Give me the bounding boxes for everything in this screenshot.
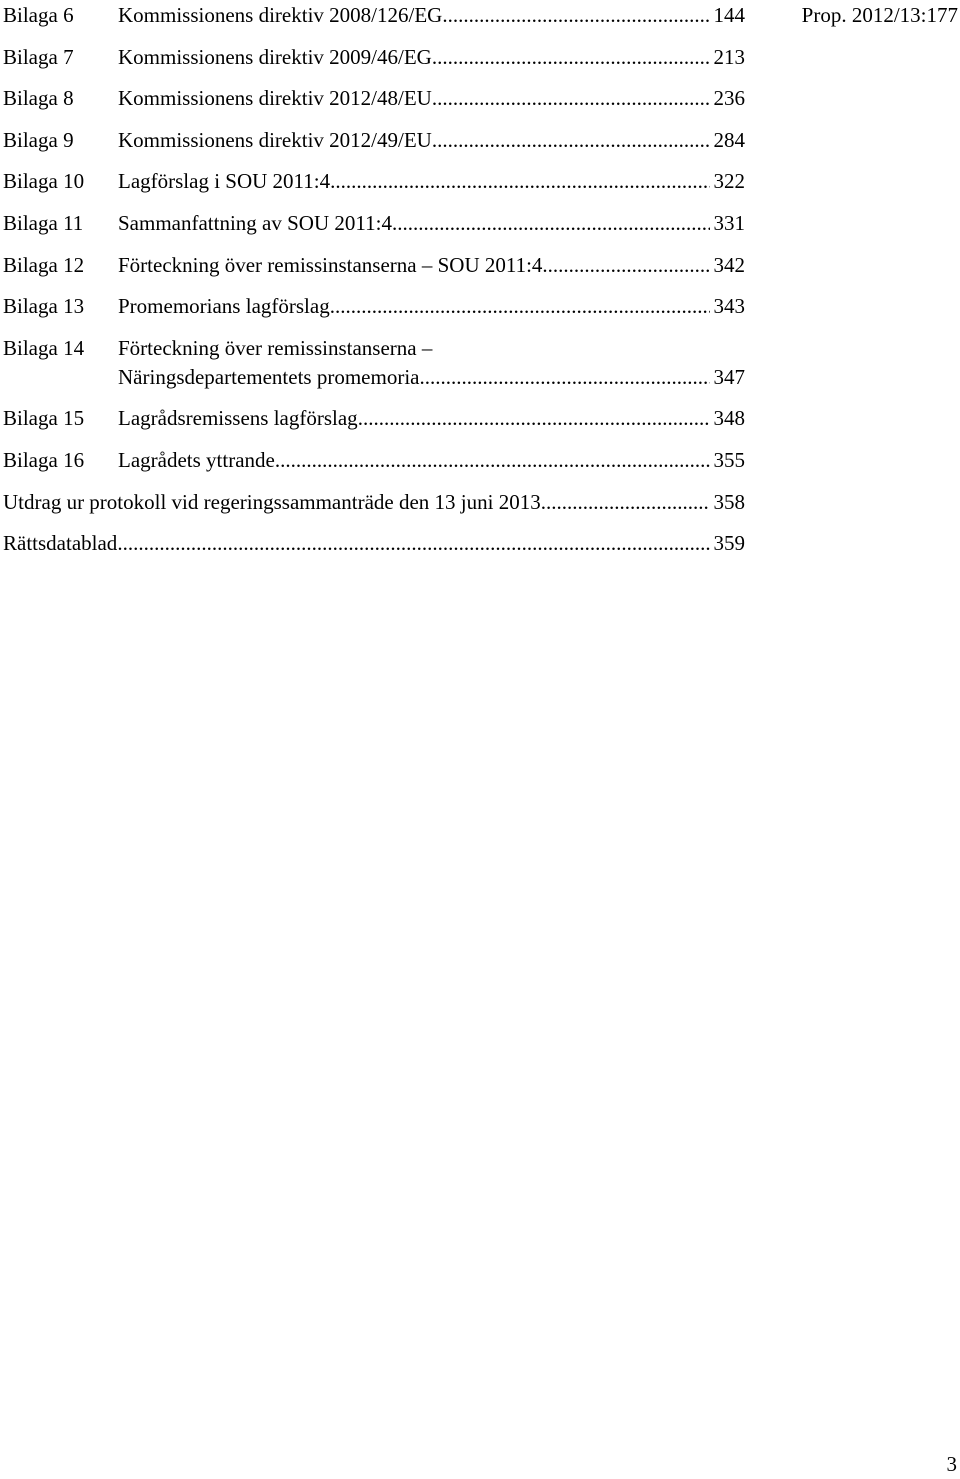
toc-page-number: 342 bbox=[713, 252, 745, 277]
table-of-contents bbox=[3, 1, 745, 571]
toc-label: Bilaga 10 bbox=[3, 169, 85, 194]
toc-title: Förteckning över remissinstanserna – SOU 2011:4 bbox=[118, 252, 543, 277]
toc-label: Bilaga 15 bbox=[3, 406, 85, 431]
toc-title: Lagförslag i SOU 2011:4 bbox=[118, 169, 331, 194]
toc-entry-bilaga-10[interactable] bbox=[3, 167, 745, 196]
dot-leader bbox=[330, 167, 709, 196]
toc-entry-bilaga-7[interactable] bbox=[3, 43, 745, 72]
toc-entry-protokoll[interactable] bbox=[3, 488, 745, 517]
toc-entry-bilaga-12[interactable] bbox=[3, 251, 745, 280]
toc-title: Rättsdatablad bbox=[3, 531, 118, 556]
dot-leader bbox=[117, 529, 709, 558]
toc-entry-bilaga-15[interactable] bbox=[3, 404, 745, 433]
toc-title: Lagrådsremissens lagförslag bbox=[118, 406, 358, 431]
toc-entry-bilaga-16[interactable] bbox=[3, 446, 745, 475]
toc-title: Kommissionens direktiv 2012/48/EU bbox=[118, 86, 432, 111]
toc-title-line-2: Näringsdepartementets promemoria bbox=[118, 364, 420, 389]
dot-leader bbox=[392, 209, 710, 238]
toc-label: Bilaga 16 bbox=[3, 447, 85, 472]
toc-title: Utdrag ur protokoll vid regeringssammanträde den 13 juni 2013 bbox=[3, 489, 541, 514]
toc-entry-bilaga-8[interactable] bbox=[3, 84, 745, 113]
toc-page-number: 331 bbox=[713, 210, 745, 235]
dot-leader bbox=[432, 43, 710, 72]
dot-leader bbox=[330, 292, 710, 321]
dot-leader bbox=[442, 1, 709, 30]
toc-page-number: 284 bbox=[713, 127, 745, 152]
toc-entry-bilaga-6[interactable] bbox=[3, 1, 745, 30]
toc-title: Promemorians lagförslag bbox=[118, 294, 330, 319]
dot-leader bbox=[542, 251, 709, 280]
toc-title: Kommissionens direktiv 2008/126/EG bbox=[118, 3, 443, 27]
toc-entry-rattsdatablad[interactable] bbox=[3, 529, 745, 558]
dot-leader bbox=[358, 404, 710, 433]
toc-entry-bilaga-14[interactable] bbox=[3, 334, 745, 392]
toc-label: Bilaga 8 bbox=[3, 86, 74, 111]
toc-label: Bilaga 14 bbox=[3, 335, 85, 360]
dot-leader bbox=[432, 84, 710, 113]
toc-page-number: 144 bbox=[713, 3, 745, 27]
toc-page-number: 358 bbox=[713, 489, 745, 514]
dot-leader bbox=[419, 363, 709, 392]
toc-page-number: 359 bbox=[713, 531, 745, 556]
toc-page-number: 343 bbox=[713, 294, 745, 319]
toc-label: Bilaga 11 bbox=[3, 210, 84, 235]
document-reference: Prop. 2012/13:177 bbox=[801, 3, 958, 27]
toc-entry-bilaga-11[interactable] bbox=[3, 209, 745, 238]
dot-leader bbox=[432, 126, 710, 155]
toc-label: Bilaga 7 bbox=[3, 44, 74, 69]
toc-title: Lagrådets yttrande bbox=[118, 447, 275, 472]
toc-entry-bilaga-13[interactable] bbox=[3, 292, 745, 321]
toc-label: Bilaga 13 bbox=[3, 294, 85, 319]
toc-page-number: 213 bbox=[713, 44, 745, 69]
toc-page-number: 322 bbox=[713, 169, 745, 194]
toc-label: Bilaga 9 bbox=[3, 127, 74, 152]
toc-label: Bilaga 12 bbox=[3, 252, 85, 277]
toc-page-number: 236 bbox=[713, 86, 745, 111]
toc-title: Kommissionens direktiv 2012/49/EU bbox=[118, 127, 432, 152]
dot-leader bbox=[541, 488, 710, 517]
toc-entry-bilaga-9[interactable] bbox=[3, 126, 745, 155]
toc-label: Bilaga 6 bbox=[3, 3, 74, 27]
toc-page-number: 355 bbox=[713, 447, 745, 472]
toc-page-number: 347 bbox=[713, 364, 745, 389]
dot-leader bbox=[275, 446, 710, 475]
page-number: 3 bbox=[946, 1452, 957, 1476]
toc-title: Kommissionens direktiv 2009/46/EG bbox=[118, 44, 432, 69]
toc-title-line-1: Förteckning över remissinstanserna – bbox=[118, 335, 433, 360]
toc-title: Sammanfattning av SOU 2011:4 bbox=[118, 210, 392, 235]
toc-page-number: 348 bbox=[713, 406, 745, 431]
